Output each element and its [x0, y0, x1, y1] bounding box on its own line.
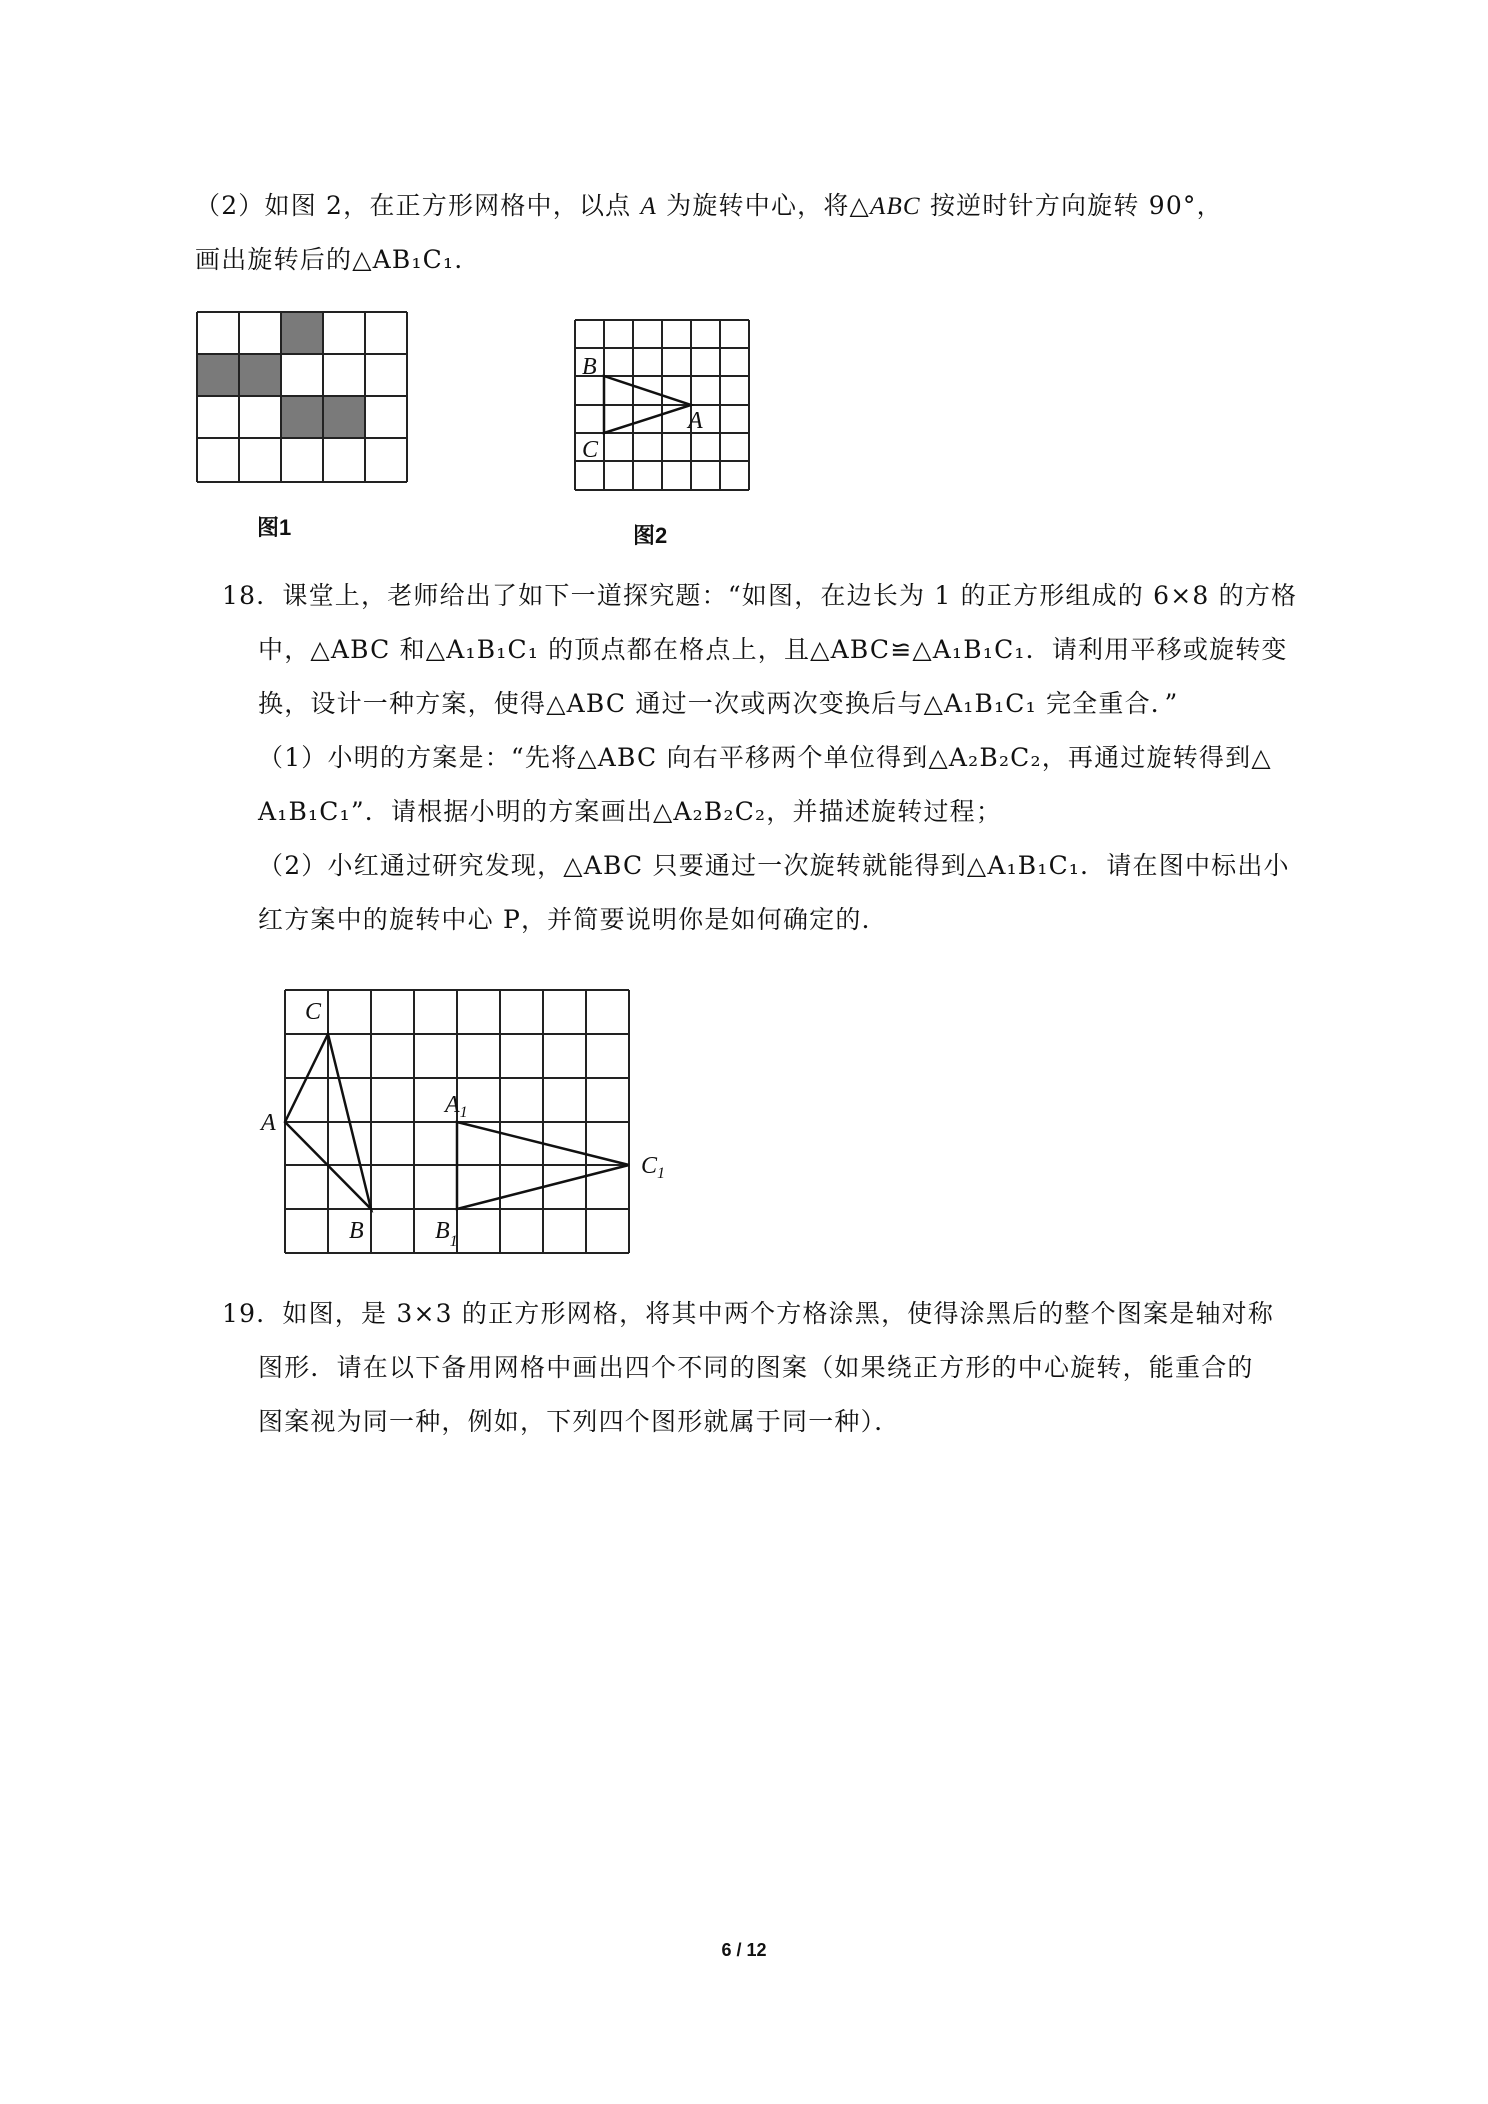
label-a: A [261, 1110, 276, 1136]
q18-part1-line1: （1）小明的方案是：“先将△ABC 向右平移两个单位得到△A₂B₂C₂，再通过旋转得到△ [258, 743, 1272, 772]
label-b1: $B_1$ [435, 1218, 458, 1250]
figure-2 [555, 315, 765, 555]
page-number: 6 / 12 [721, 1940, 767, 1960]
q19-line1: 19．如图，是 3×3 的正方形网格，将其中两个方格涂黑，使得涂黑后的整个图案是轴对称 [222, 1299, 1275, 1328]
figure-2-grid [575, 320, 749, 490]
label-b: B [349, 1218, 364, 1244]
figure-2-caption: 图2 [633, 523, 668, 548]
q18-line1: 18．课堂上，老师给出了如下一道探究题：“如图，在边长为 1 的正方形组成的 6×8 的方格 [222, 581, 1298, 610]
q18-part2-line2: 红方案中的旋转中心 P，并简要说明你是如何确定的． [258, 905, 888, 934]
label-c: C [582, 437, 599, 463]
shaded-cell [197, 354, 239, 396]
q18-part2-line1: （2）小红通过研究发现，△ABC 只要通过一次旋转就能得到△A₁B₁C₁．请在图中标出小 [258, 851, 1290, 880]
shaded-cell [323, 396, 365, 438]
label-a1: $A_1$ [445, 1092, 468, 1121]
figure-1-caption: 图1 [257, 515, 292, 540]
label-b: B [582, 354, 597, 380]
figure-3 [255, 985, 705, 1265]
label-c: C [305, 999, 322, 1025]
shaded-cell [239, 354, 281, 396]
label-c1: $C_1$ [641, 1153, 666, 1182]
shaded-cell [281, 396, 323, 438]
q18-part1-line2: A₁B₁C₁”．请根据小明的方案画出△A₂B₂C₂，并描述旋转过程； [258, 797, 1003, 826]
q17-part2-line2: 画出旋转后的△AB₁C₁. [195, 245, 464, 274]
shaded-cell [281, 312, 323, 354]
q17-part2-line1: （2）如图 2，在正方形网格中，以点 A 为旋转中心，将△ABC 按逆时针方向旋转 90°， [195, 191, 1223, 220]
q19-line3: 图案视为同一种，例如，下列四个图形就属于同一种）． [258, 1407, 901, 1436]
label-a: A [688, 408, 703, 434]
figure-1 [195, 310, 435, 570]
q18-line2: 中，△ABC 和△A₁B₁C₁ 的顶点都在格点上，且△ABC≌△A₁B₁C₁．请利用平移或旋转变 [258, 635, 1288, 664]
q18-line3: 换，设计一种方案，使得△ABC 通过一次或两次变换后与△A₁B₁C₁ 完全重合．” [258, 689, 1179, 718]
q19-line2: 图形．请在以下备用网格中画出四个不同的图案（如果绕正方形的中心旋转，能重合的 [258, 1353, 1254, 1382]
